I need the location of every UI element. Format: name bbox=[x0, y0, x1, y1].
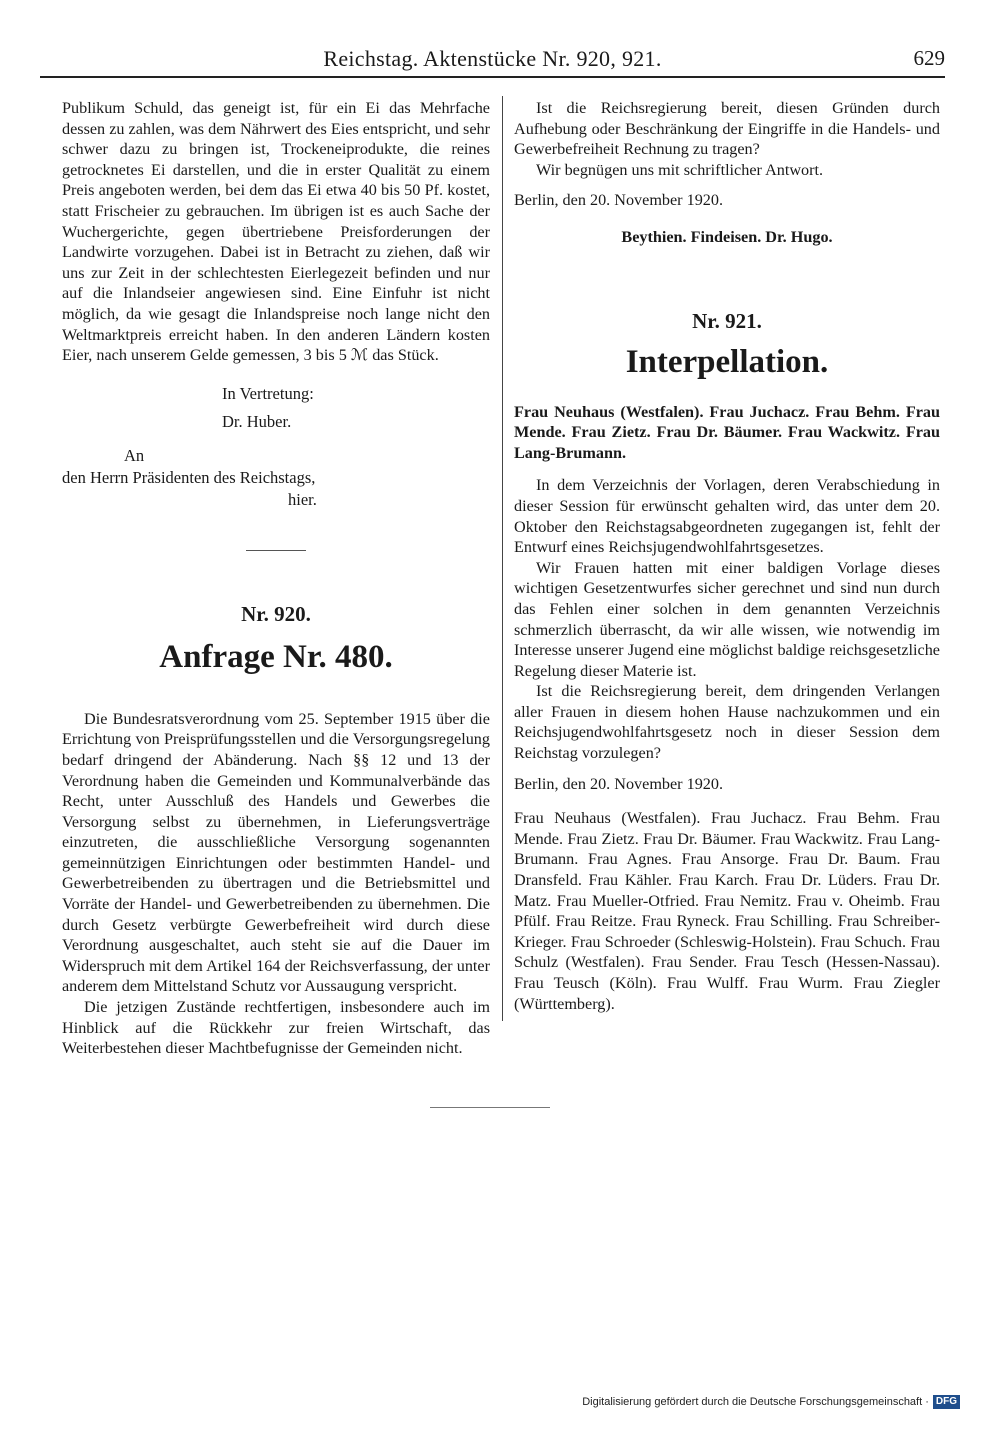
address-recipient: den Herrn Präsidenten des Reichstags, bbox=[62, 467, 316, 487]
address-block bbox=[62, 446, 490, 510]
doc-920-paragraph-2: Die jetzigen Zustände rechtfertigen, insbesondere auch im Hinblick auf die Rückkehr zur freien Wirtschaft, das Weiterbestehen dieser Machtbefugnisse der Gemeinden nicht. bbox=[62, 998, 490, 1058]
doc-920-paragraph-3: Ist die Reichsregierung bereit, diesen Gründen durch Aufhebung oder Beschränkung der Eingriffe in die Handels- und Gewerbefreiheit Rechnung zu tragen? bbox=[514, 99, 940, 159]
doc-920-date: Berlin, den 20. November 1920. bbox=[514, 191, 724, 210]
digitization-credit bbox=[582, 1395, 960, 1409]
doc-920-title: Anfrage Nr. 480. bbox=[159, 638, 393, 675]
right-column bbox=[514, 98, 940, 1014]
doc-921-paragraph-2: Wir Frauen hatten mit einer baldigen Vorlage dieses wichtigen Gesetzentwurfes sicher gerechnet und sind nun durch das Fehlen einer solchen in dem genannten Verzeichnis schmerzlich überrascht, da wir alle wissen, wie notwendig im Interesse unserer Jugend eine möglichst baldige reichsgesetzliche Regelung dieser Materie ist. bbox=[514, 558, 940, 680]
continuation-paragraph: Publikum Schuld, das geneigt ist, für ein Ei das Mehrfache dessen zu zahlen, was dem Nährwert des Eies entspricht, und sehr schwer dazu zu bringen ist, Trockeneiprodukte, die reines getrocknetes Ei darstellen, und die in erster Qualität zu einem Preis angeboten werden, bei dem das Ei etwa 40 bis 50 Pf. kostet, statt Frischeier zu gebrauchen. Im übrigen ist es auch Sache der Wuchergerichte, gegen übertriebene Preisforderungen der Landwirte vorzugehen. Dabei ist in Betracht zu ziehen, daß wir uns zur Zeit in der schlechtesten Eierlegezeit befinden und nur auf die Inlandseier angewiesen sind. Eine Einfuhr ist nicht möglich, da wie gesagt die Inlandspreise noch lange nicht den Weltmarktpreis erreicht haben. In den anderen Ländern kosten Eier, nach unserem Gelde gemessen, 3 bis 5 ℳ das Stück. bbox=[62, 99, 490, 365]
doc-921-paragraph-1: In dem Verzeichnis der Vorlagen, deren Verabschiedung in dieser Session für erwünscht gehalten wird, das unter dem 20. Oktober den Reichstagsabgeordneten zugegangen ist, fehlt der Entwurf eines Reichsjugendwohlfahrtsgesetzes. bbox=[514, 476, 940, 557]
in-vertretung-label: In Vertretung: bbox=[222, 383, 314, 403]
address-an: An bbox=[124, 445, 145, 465]
doc-921-number: Nr. 921. bbox=[692, 308, 762, 333]
doc-920-paragraph-1: Die Bundesratsverordnung vom 25. September 1915 über die Errichtung von Preisprüfungsstellen und die Versorgungsregelung bedarf dringend der Abänderung. Nach §§ 12 und 13 der Verordnung haben die Gemeinden und Kommunalverbände das Recht, unter Ausschluß des Handels und Gewerbes die Versorgung selbst zu übernehmen, in Lieferungsverträge einzutreten, die ausschließliche Versorgung sogenannten gemeinnützigen Einrichtungen oder bestimmten Handel- und Gewerbetreibenden zu übertragen und die Betriebsmittel und Vorräte der Handel- und Gewerbetreibenden zu übernehmen. Die durch Gesetz verbürgte Gewerbefreiheit wird durch diese Verordnung ausgeschaltet, auch steht sie auf die Dauer im Widerspruch mit dem Artikel 164 der Reichsverfassung, der unter anderem dem Mittelstand Schutz vor Aussaugung verspricht. bbox=[62, 709, 490, 996]
running-title: Reichstag. Aktenstücke Nr. 920, 921. bbox=[323, 46, 662, 71]
doc-921-paragraph-3: Ist die Reichsregierung bereit, dem dringenden Verlangen aller Frauen in diesem hohen Hause nachzukommen und ein Reichsjugendwohlfahrtsgesetz noch in dieser Session dem Reichstag vorzulegen? bbox=[514, 682, 940, 763]
credit-text: Digitalisierung gefördert durch die Deutsche Forschungsgemeinschaft · bbox=[582, 1396, 929, 1408]
doc-921-title: Interpellation. bbox=[625, 343, 829, 380]
signature-block bbox=[222, 384, 490, 432]
doc-921-date: Berlin, den 20. November 1920. bbox=[514, 774, 724, 793]
doc-921-submitters: Frau Neuhaus (Westfalen). Frau Juchacz. Frau Behm. Frau Mende. Frau Zietz. Frau Dr. Bäumer. Frau Wackwitz. Frau Lang-Brumann. bbox=[514, 402, 940, 462]
doc-920-number: Nr. 920. bbox=[241, 601, 311, 626]
signer-name: Dr. Huber. bbox=[222, 411, 292, 431]
section-rule bbox=[246, 550, 306, 551]
header-rule bbox=[40, 76, 945, 78]
left-column bbox=[62, 98, 490, 1059]
page-header bbox=[40, 46, 945, 80]
doc-920-signers: Beythien. Findeisen. Dr. Hugo. bbox=[621, 227, 833, 246]
dfg-logo-icon: DFG bbox=[933, 1395, 960, 1409]
column-divider bbox=[502, 96, 503, 1021]
page-number: 629 bbox=[913, 46, 945, 70]
address-hier: hier. bbox=[288, 489, 317, 509]
footer-rule bbox=[430, 1107, 550, 1108]
doc-920-paragraph-4: Wir begnügen uns mit schriftlicher Antwort. bbox=[536, 160, 824, 179]
doc-921-cosigners: Frau Neuhaus (Westfalen). Frau Juchacz. Frau Behm. Frau Mende. Frau Zietz. Frau Dr. Bäumer. Frau Wackwitz. Frau Lang-Brumann. Frau Agnes. Frau Ansorge. Frau Dr. Baum. Frau Dransfeld. Frau Kähler. Frau Karch. Frau Dr. Lüders. Frau Dr. Matz. Frau Mueller-Otfried. Frau Nemitz. Frau v. Oheimb. Frau Pfülf. Frau Reitze. Frau Ryneck. Frau Schilling. Frau Schreiber-Krieger. Frau Schroeder (Schleswig-Holstein). Frau Schuch. Frau Schulz (Westfalen). Frau Sender. Frau Tesch (Hessen-Nassau). Frau Teusch (Köln). Frau Wulff. Frau Wurm. Frau Ziegler (Württemberg). bbox=[514, 809, 940, 1013]
